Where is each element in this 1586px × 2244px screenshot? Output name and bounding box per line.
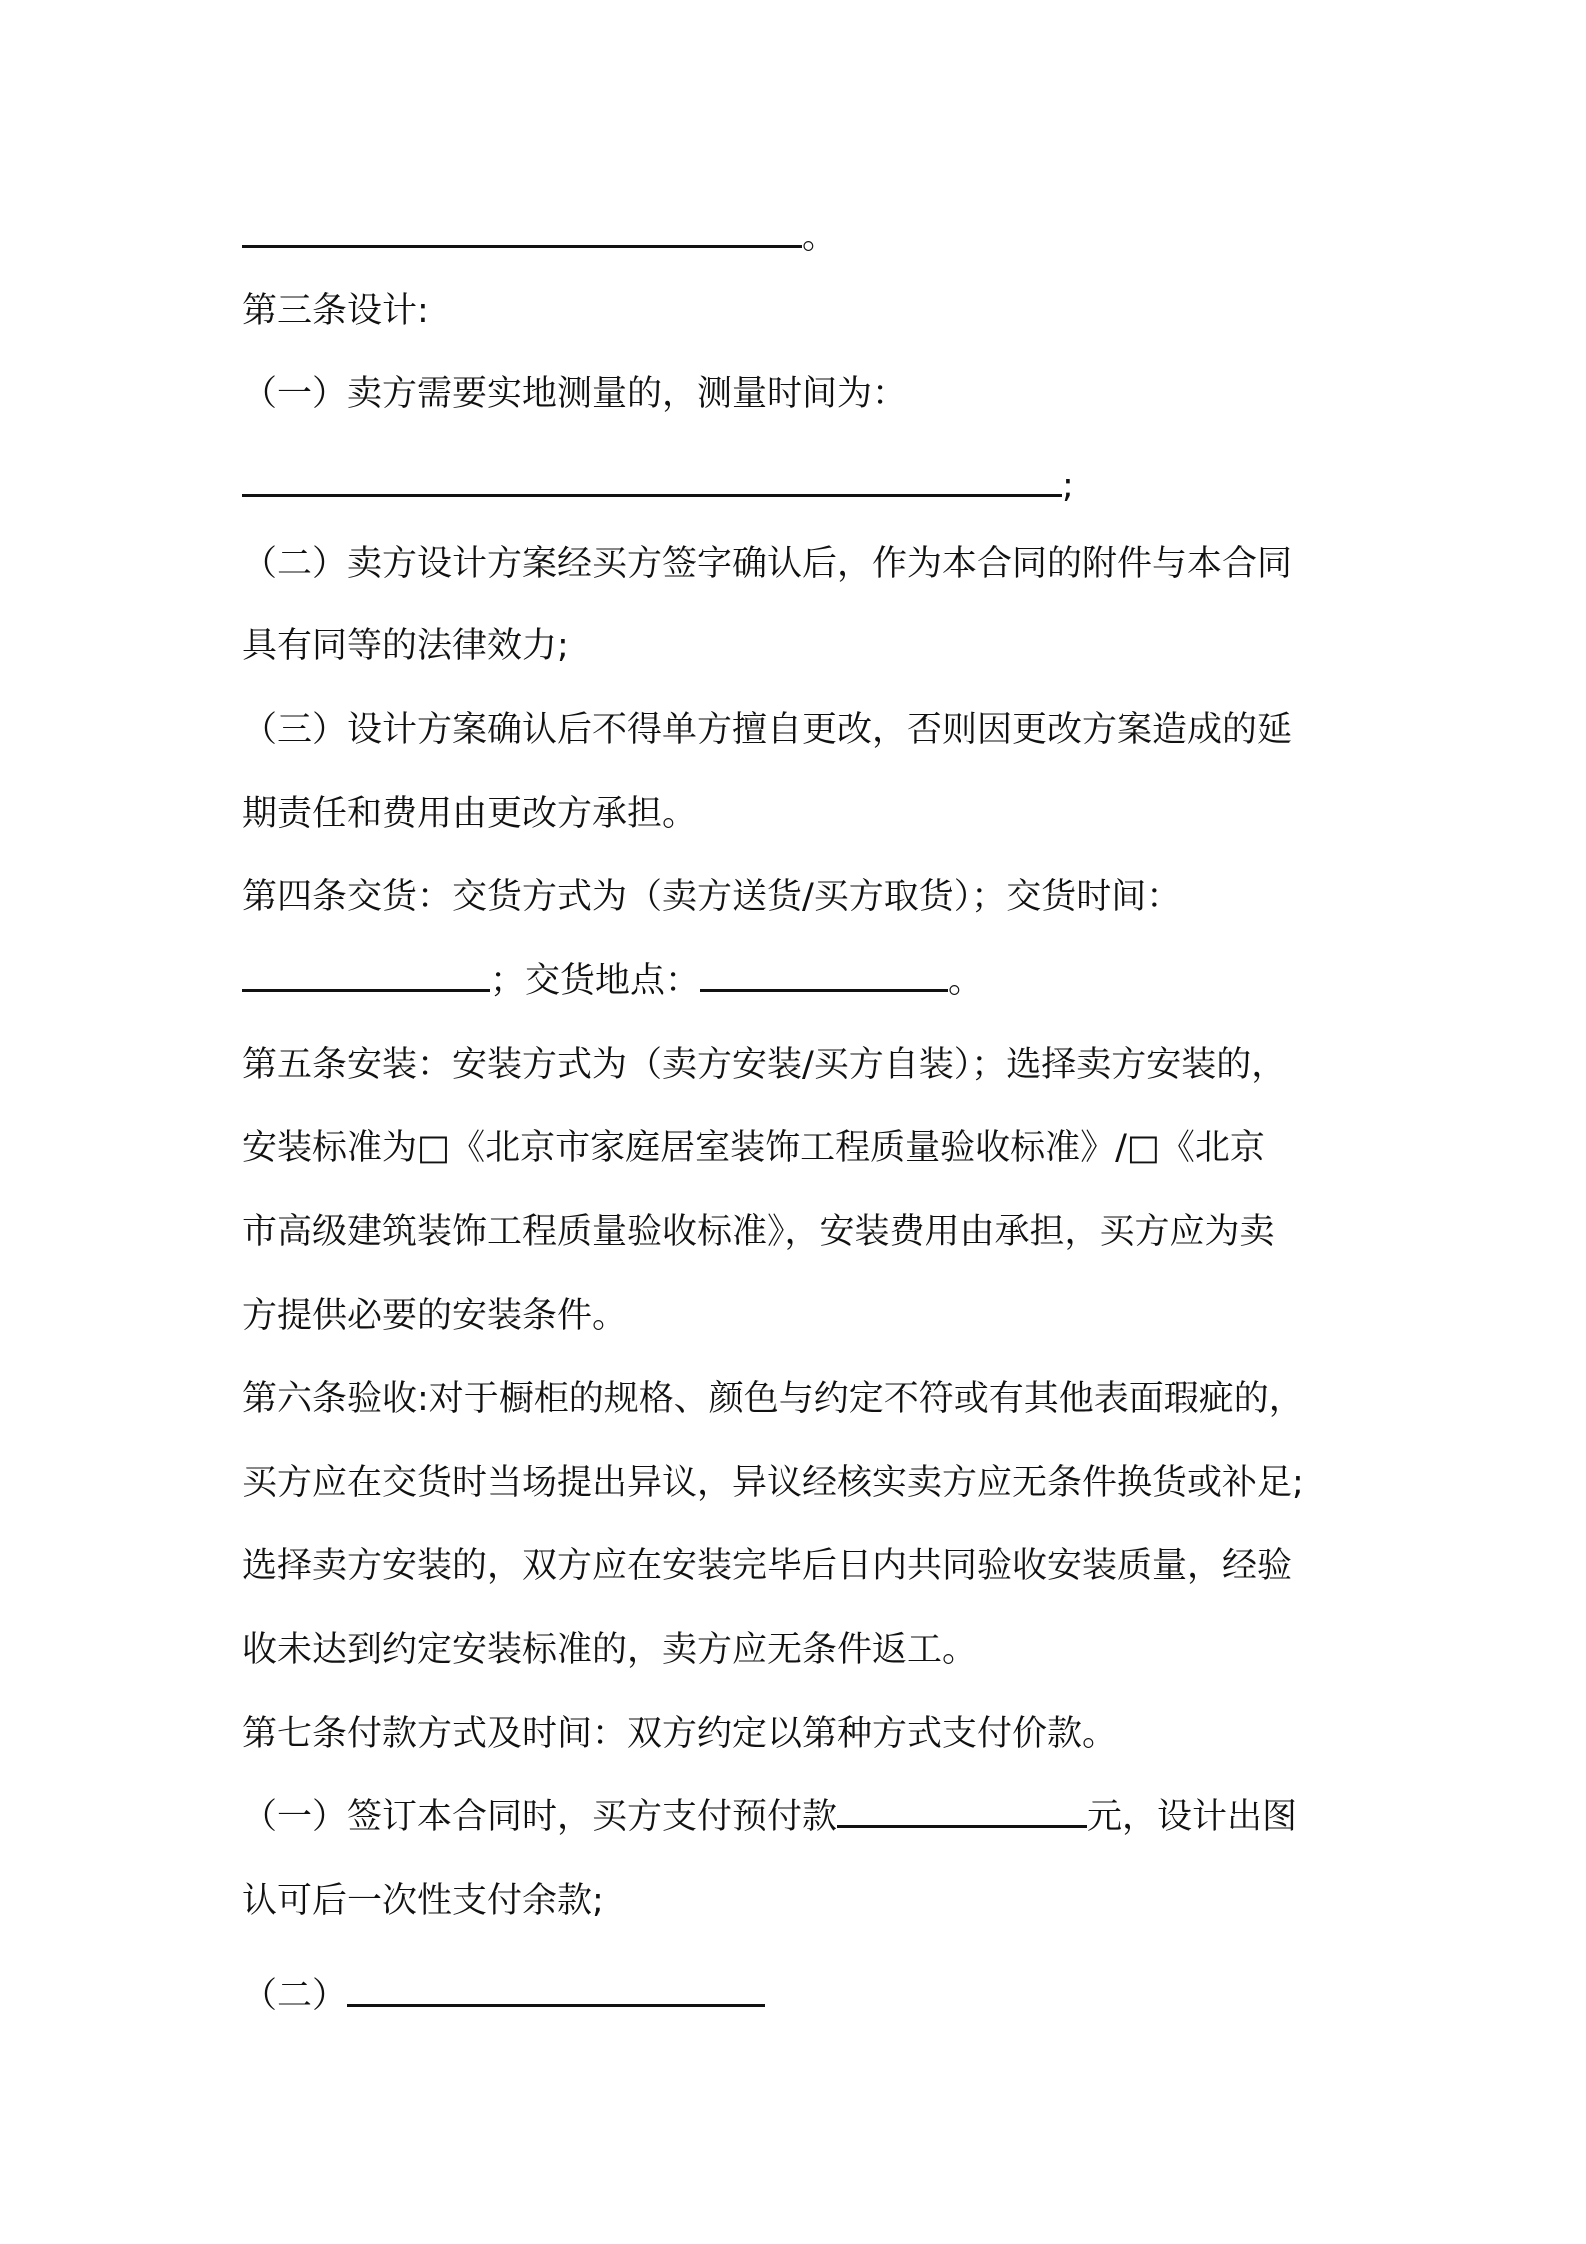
line-text: 选择卖方安装的，双方应在安装完毕后日内共同验收安装质量，经验 bbox=[242, 1546, 1293, 1586]
article-3-heading bbox=[242, 287, 429, 335]
fill-in-blank bbox=[700, 957, 948, 992]
article-5-installation-cont-1 bbox=[242, 1124, 1265, 1172]
article-4-delivery bbox=[242, 873, 1181, 921]
article-7-payment bbox=[242, 1710, 1117, 1758]
line-text: 具有同等的法律效力; bbox=[242, 626, 569, 666]
line-text: 元，设计出图 bbox=[1087, 1797, 1298, 1837]
article-6-acceptance bbox=[242, 1375, 1304, 1423]
line-text: 第五条安装：安装方式为（卖方安装/买方自装）；选择卖方安装的， bbox=[242, 1045, 1287, 1085]
line-text: 期责任和费用由更改方承担。 bbox=[242, 794, 698, 834]
fill-in-blank bbox=[837, 1793, 1087, 1828]
line-text: 安装标准为□《北京市家庭居室装饰工程质量验收标准》/□《北京 bbox=[242, 1128, 1265, 1168]
article-3-item-3 bbox=[242, 706, 1292, 754]
fill-in-blank bbox=[242, 957, 490, 992]
line-text: ；交货地点： bbox=[490, 961, 701, 1001]
article-5-installation bbox=[242, 1041, 1286, 1089]
article-7-item-1 bbox=[242, 1793, 1297, 1841]
article-3-item-1-blank bbox=[242, 462, 1074, 510]
article-5-installation-cont-3 bbox=[242, 1292, 627, 1340]
article-3-item-2-cont bbox=[242, 622, 569, 670]
fill-in-blank bbox=[242, 213, 802, 248]
article-3-item-1 bbox=[242, 370, 907, 418]
article-7-item-1-cont bbox=[242, 1877, 604, 1925]
line-text: 。 bbox=[802, 217, 838, 257]
line-text: 方提供必要的安装条件。 bbox=[242, 1296, 628, 1336]
line-text: 收未达到约定安装标准的，卖方应无条件返工。 bbox=[242, 1630, 978, 1670]
line-text: 第四条交货：交货方式为（卖方送货/买方取货）；交货时间： bbox=[242, 877, 1182, 917]
line-text: 第三条设计: bbox=[242, 291, 429, 331]
article-6-acceptance-cont-3 bbox=[242, 1626, 977, 1674]
line-text: 第七条付款方式及时间：双方约定以第种方式支付价款。 bbox=[242, 1714, 1118, 1754]
article-3-item-2 bbox=[242, 540, 1292, 588]
line-text: （二）卖方设计方案经买方签字确认后，作为本合同的附件与本合同 bbox=[242, 544, 1293, 584]
line-text: ; bbox=[1062, 466, 1074, 506]
line-text: （一）卖方需要实地测量的，测量时间为： bbox=[242, 374, 908, 414]
line-text: 第六条验收:对于橱柜的规格、颜色与约定不符或有其他表面瑕疵的， bbox=[242, 1379, 1304, 1419]
line-text: （二） bbox=[242, 1976, 348, 2016]
line-text: （一）签订本合同时，买方支付预付款 bbox=[242, 1797, 838, 1837]
article-4-delivery-cont bbox=[242, 957, 983, 1005]
contract-line-blank-end bbox=[242, 213, 837, 261]
fill-in-blank bbox=[347, 1972, 765, 2007]
line-text: 。 bbox=[948, 961, 984, 1001]
article-6-acceptance-cont-1 bbox=[242, 1459, 1304, 1507]
line-text: 认可后一次性支付余款; bbox=[242, 1881, 604, 1921]
article-6-acceptance-cont-2 bbox=[242, 1542, 1292, 1590]
line-text: 市高级建筑装饰工程质量验收标准》，安装费用由承担，买方应为卖 bbox=[242, 1212, 1275, 1252]
article-3-item-3-cont bbox=[242, 790, 697, 838]
fill-in-blank bbox=[242, 462, 1062, 497]
line-text: 买方应在交货时当场提出异议，异议经核实卖方应无条件换货或补足; bbox=[242, 1463, 1304, 1503]
article-7-item-2 bbox=[242, 1972, 765, 2020]
article-5-installation-cont-2 bbox=[242, 1208, 1275, 1256]
line-text: （三）设计方案确认后不得单方擅自更改，否则因更改方案造成的延 bbox=[242, 710, 1293, 750]
